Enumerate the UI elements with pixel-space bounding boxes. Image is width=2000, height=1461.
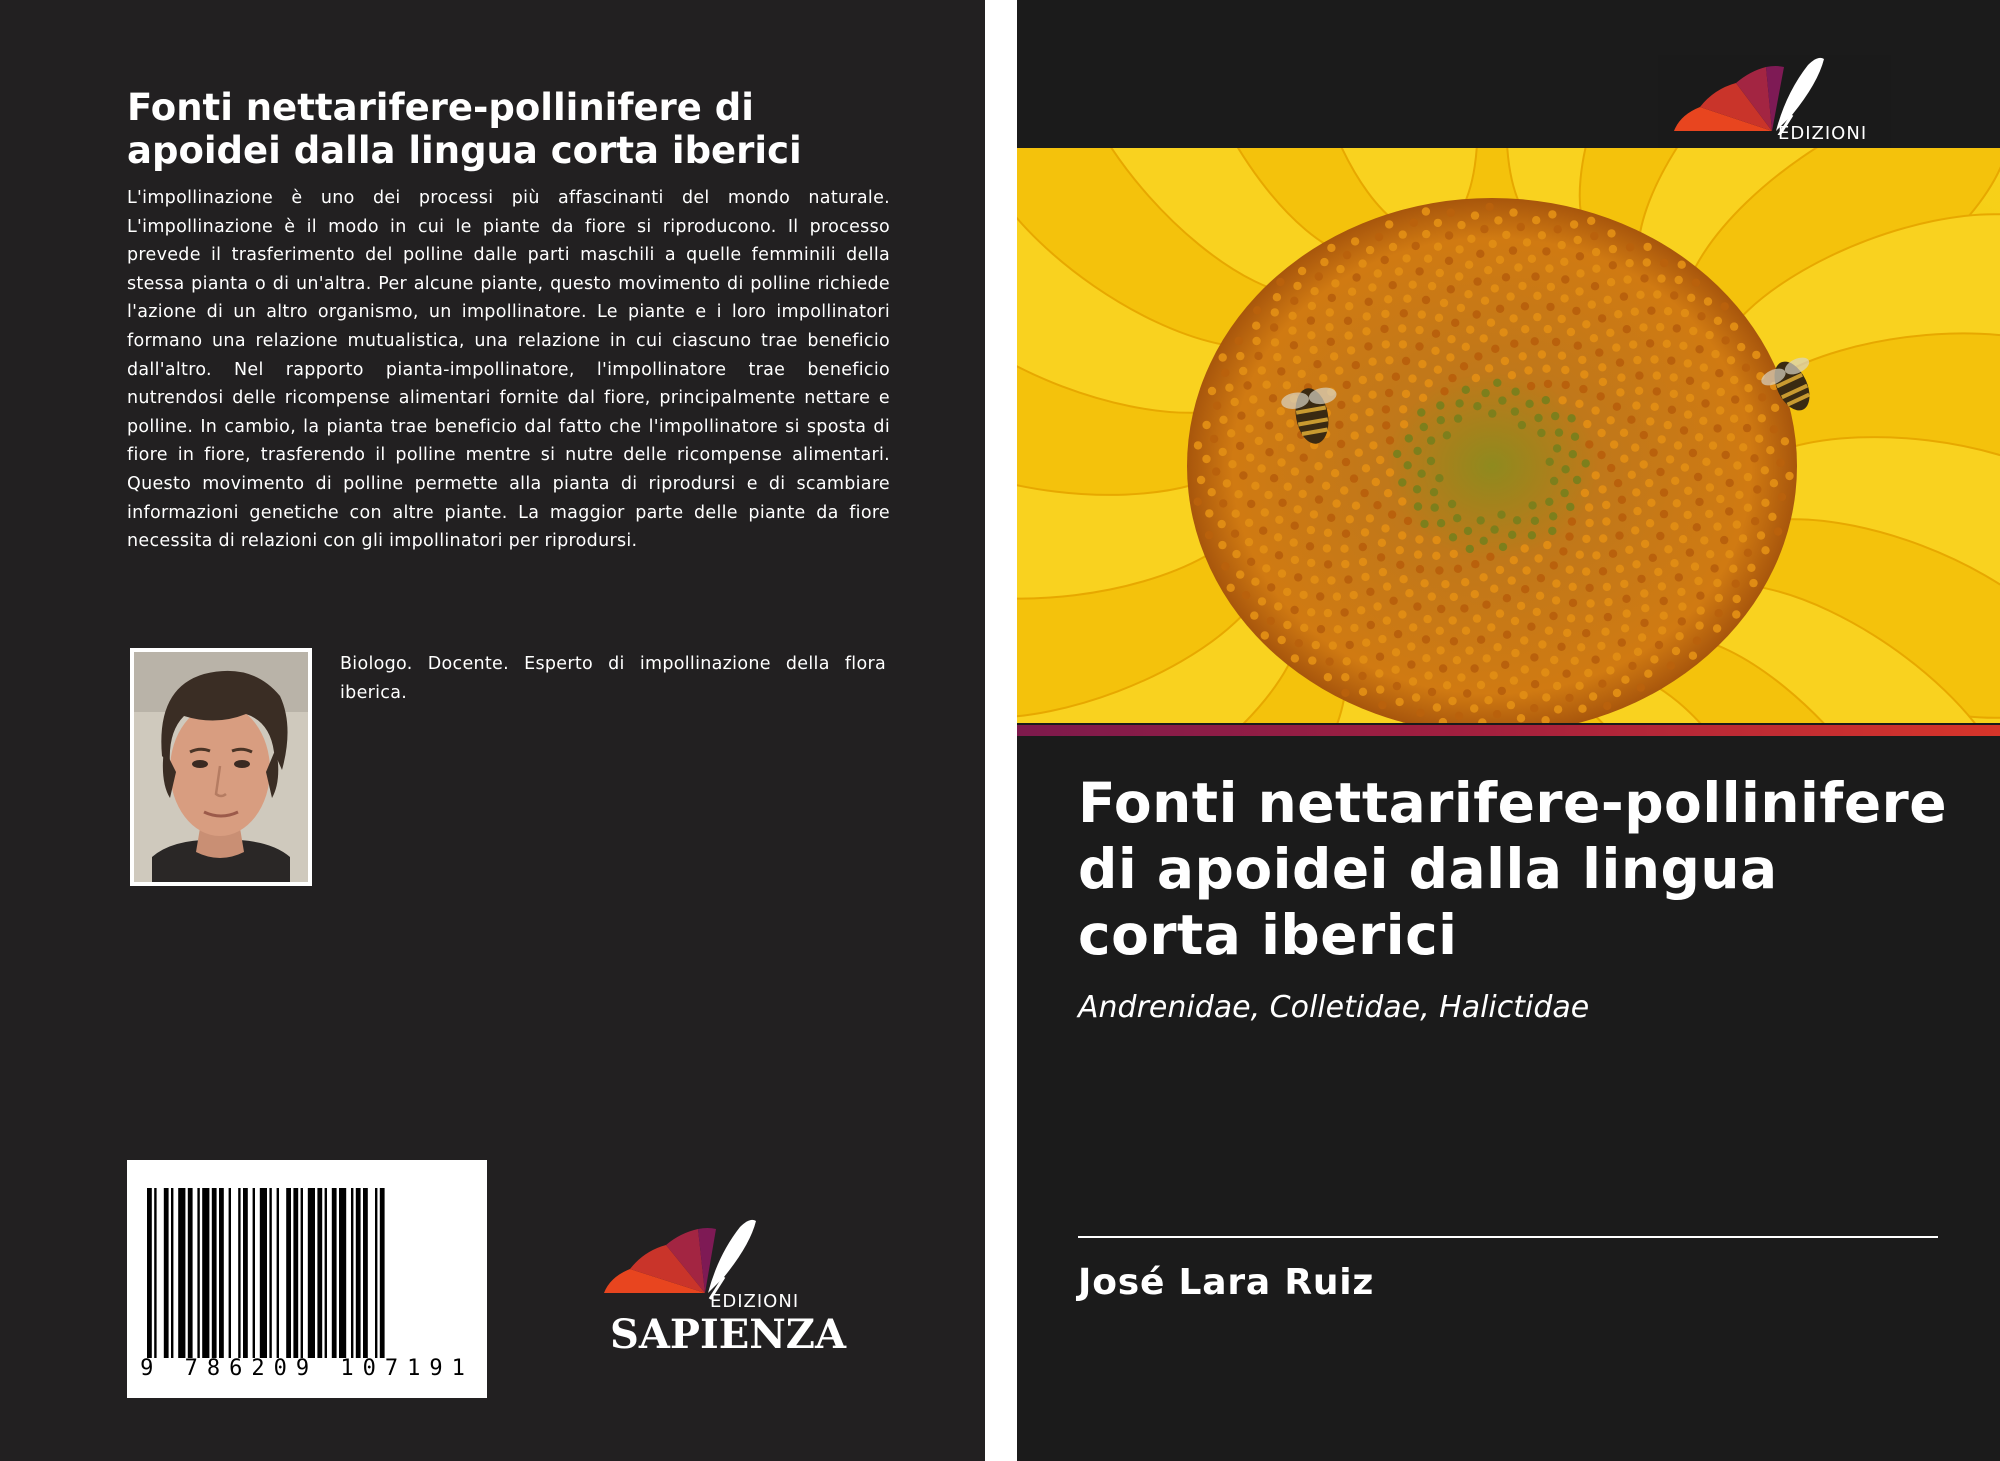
cover-gap xyxy=(985,0,1017,1461)
author-photo xyxy=(130,648,312,886)
front-cover-subtitle: Andrenidae, Colletidae, Halictidae xyxy=(1078,990,1590,1025)
isbn-barcode xyxy=(127,1160,487,1398)
back-cover-blurb: L'impollinazione è uno dei processi più affascinanti del mondo naturale. L'impollinazione è il modo in cui le piante da fiore si riproducono. Il processo prevede il trasferimento del polline dalle parti maschili a quelle femminili della stessa pianta o di un'altra. Per alcune piante, questo movimento di polline richiede l'azione di un altro organismo, un impollinatore. Le piante e i loro impollinatori formano una relazione mutualistica, una relazione in cui ciascuno trae beneficio dall'altro. Nel rapporto pianta-impollinatore, l'impollinatore trae beneficio nutrendosi delle ricompense alimentari fornite dal fiore, principalmente nettare e polline. In cambio, la pianta trae beneficio dal fatto che l'impollinatore si sposta di fiore in fiore, trasferendo il polline mentre si nutre delle ricompense alimentari. Questo movimento di polline permette alla pianta di riprodursi e di scambiare informazioni genetiche con altre piante. La maggior parte delle piante da fiore necessita di relazioni con gli impollinatori per riprodursi. xyxy=(127,188,890,552)
front-cover-author: José Lara Ruiz xyxy=(1078,1262,1375,1303)
divider xyxy=(1078,1236,1938,1238)
publisher-line1: EDIZIONI xyxy=(710,1291,800,1312)
publisher-line2: SAPIENZA xyxy=(610,1311,846,1358)
author-portrait-image xyxy=(134,652,308,882)
back-cover-title: Fonti nettarifere-pollinifere di apoidei dalla lingua corta iberici xyxy=(127,86,802,172)
barcode-icon xyxy=(147,1188,467,1358)
author-bio: Biologo. Docente. Esperto di impollinazione della flora iberica. xyxy=(340,654,886,703)
front-cover-title: Fonti nettarifere-pollinifere di apoidei dalla lingua corta iberici xyxy=(1078,771,1948,967)
sunflower-photo xyxy=(1017,148,2000,723)
isbn-number: 9 786209 107191 xyxy=(140,1356,474,1381)
publisher-line1: EDIZIONI xyxy=(1778,123,1868,144)
publisher-logo-back xyxy=(600,1215,846,1358)
sunflower-image xyxy=(1017,148,2000,723)
accent-stripe xyxy=(1017,725,2000,736)
